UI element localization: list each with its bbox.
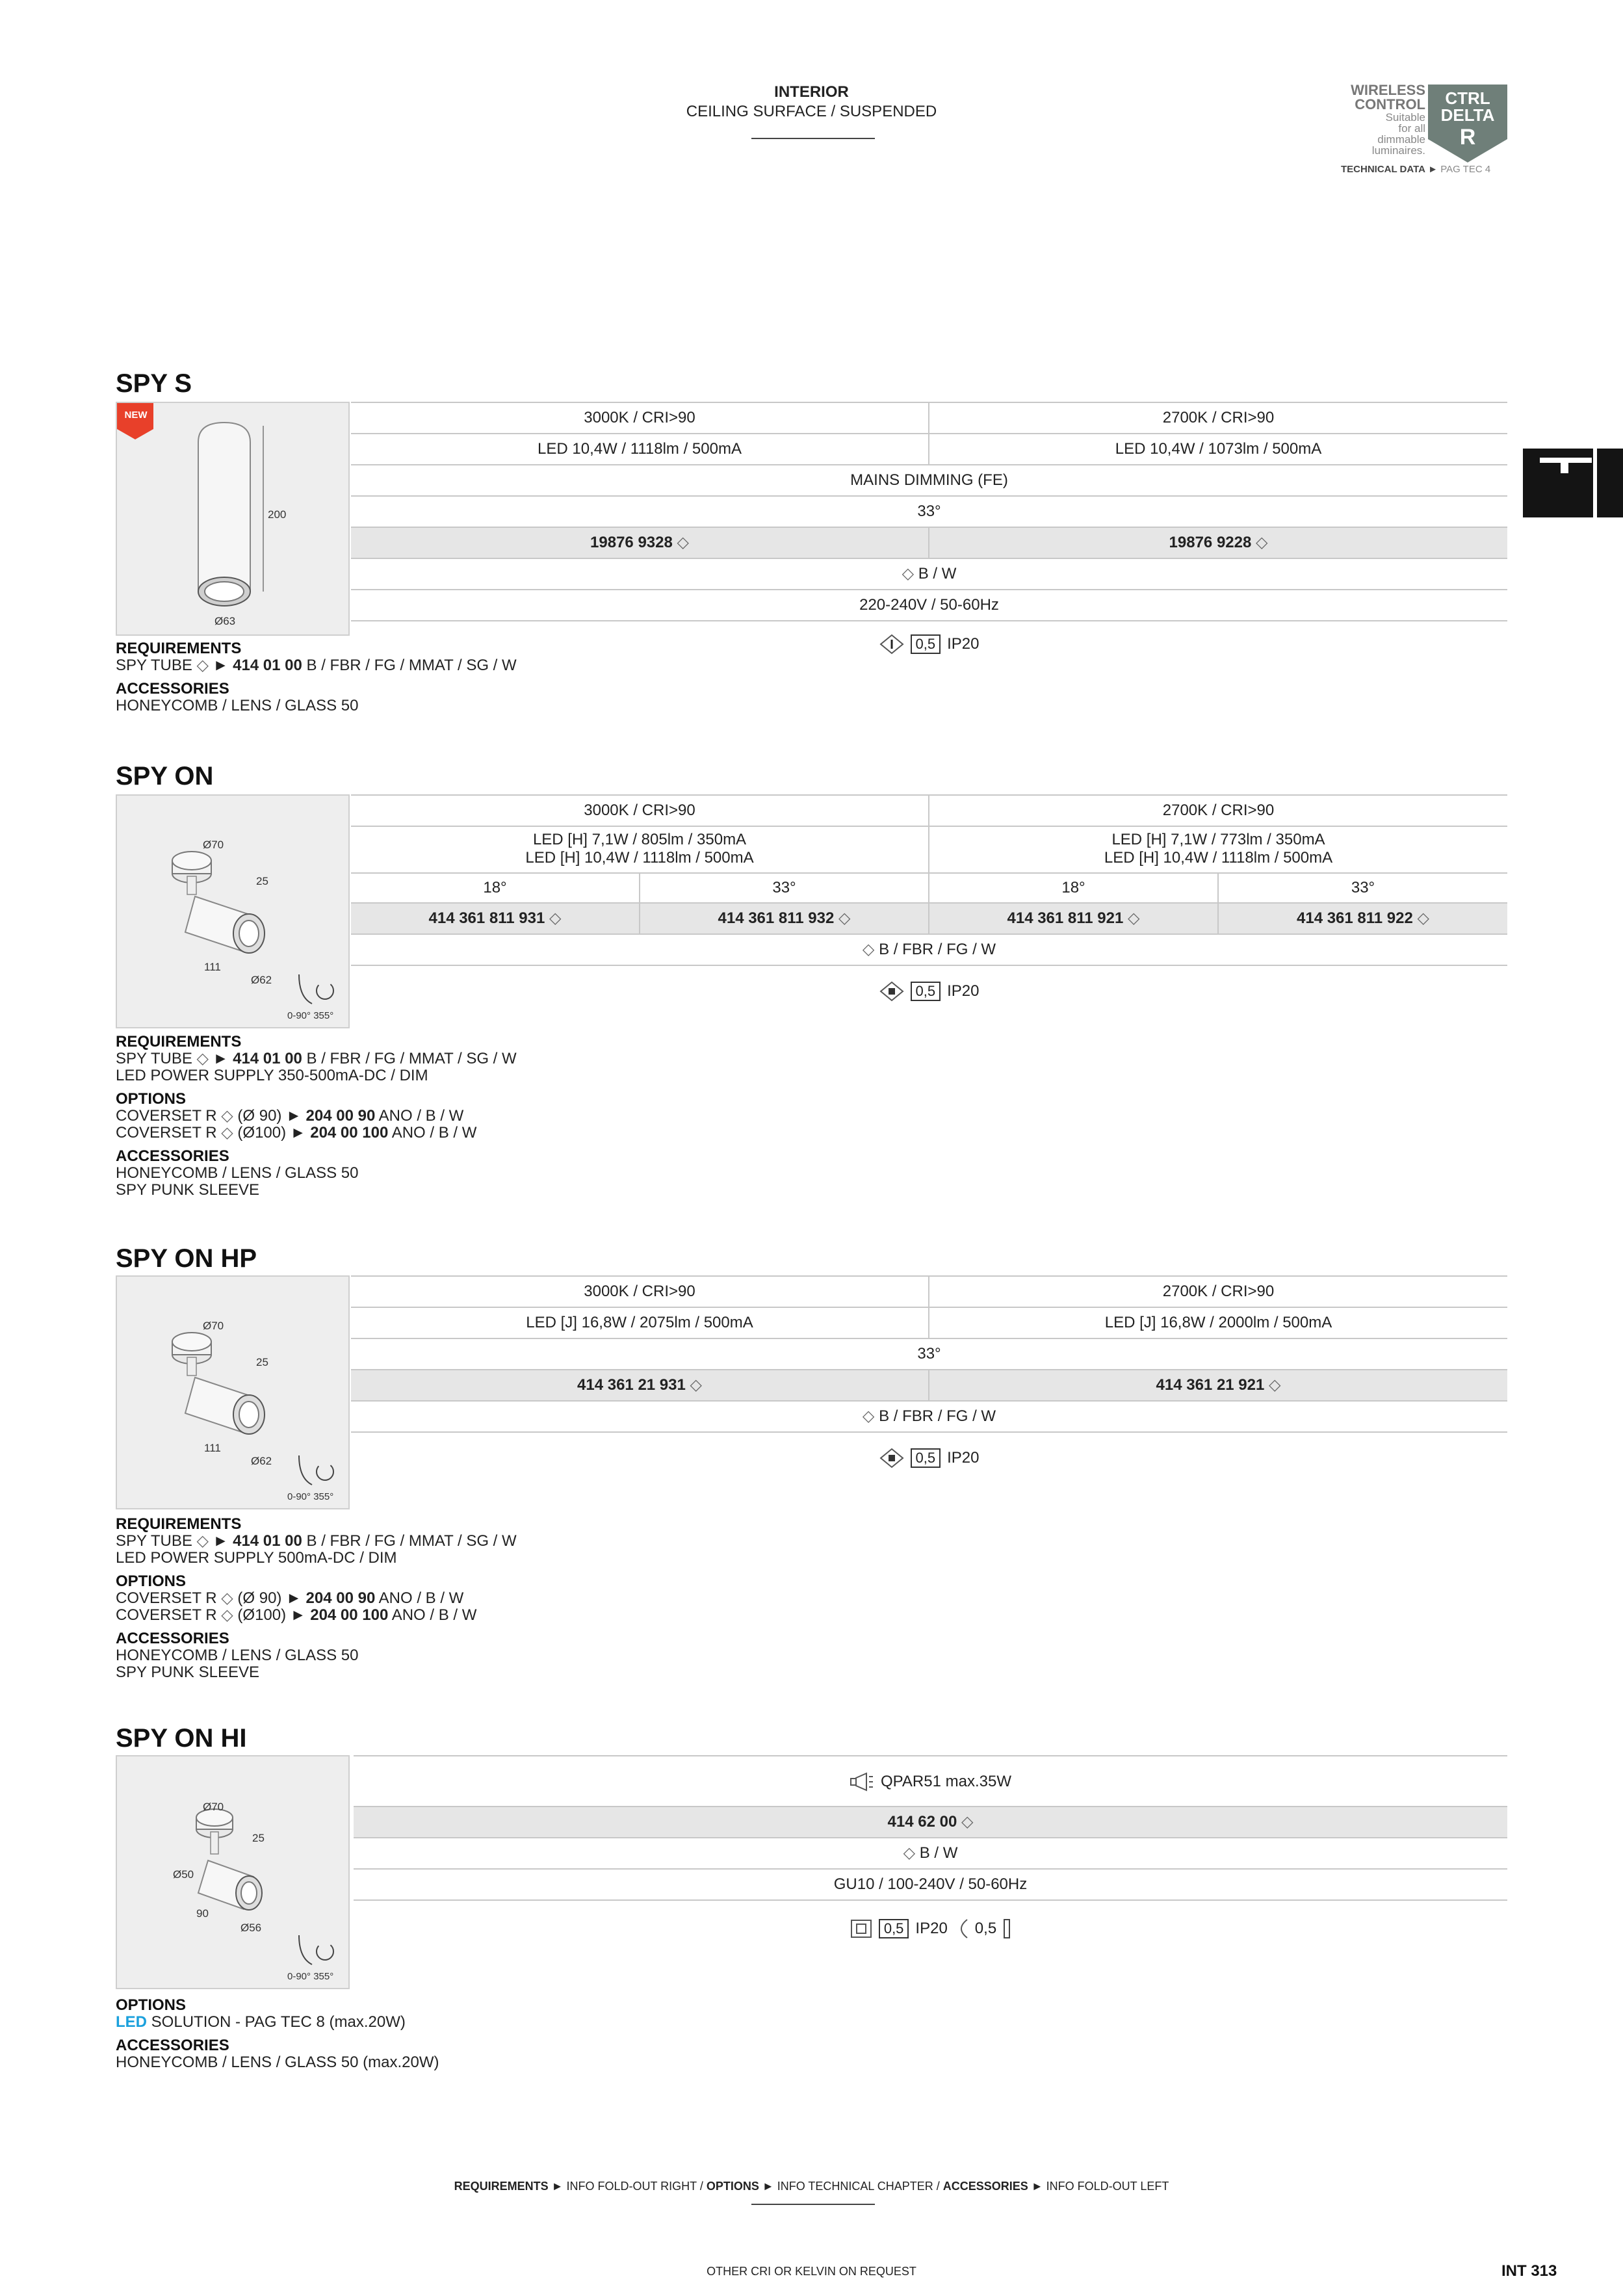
ratings-row — [354, 1914, 1507, 1944]
option-item — [116, 1590, 463, 1607]
finish-text: B / W — [918, 565, 957, 582]
dimming-type: MAINS DIMMING (FE) — [850, 471, 1008, 489]
distance-box: 0,5 — [911, 982, 941, 1001]
footer-acc: ACCESSORIES — [942, 2180, 1028, 2193]
led-line: LED [H] 10,4W / 1118lm / 500mA — [525, 849, 754, 867]
diamond-icon: ◇ — [838, 909, 851, 927]
product-drawing-spy-on — [116, 794, 350, 1028]
accessory-item: SPY PUNK SLEEVE — [116, 1181, 259, 1199]
diamond-icon: ◇ — [1128, 909, 1140, 927]
wireless-control-label — [1336, 83, 1425, 156]
req-finish: B / FBR / FG / MMAT / SG / W — [306, 657, 517, 674]
requirement-item — [116, 1050, 517, 1067]
rotation-spec: 0-90° 355° — [287, 1971, 334, 1982]
code-text: 19876 9328 — [590, 534, 673, 551]
requirements-label: REQUIREMENTS — [116, 640, 242, 657]
accessories-label: ACCESSORIES — [116, 2037, 229, 2054]
footer-divider — [751, 2204, 875, 2205]
code-text: 414 361 811 922 — [1297, 909, 1413, 927]
cct-2700k: 2700K / CRI>90 — [1162, 1283, 1275, 1300]
suitable-text-2: for all — [1398, 122, 1425, 135]
diamond-icon: ◇ — [221, 1606, 233, 1624]
cct-3000k: 3000K / CRI>90 — [584, 1283, 695, 1300]
arrow-icon: ► — [286, 1107, 302, 1125]
footer-req: REQUIREMENTS — [454, 2180, 549, 2193]
diamond-icon: ◇ — [1256, 534, 1268, 551]
beam-angle: 33° — [917, 1345, 941, 1363]
product-title-spy-s: SPY S — [116, 369, 192, 398]
product-code[interactable] — [351, 904, 639, 933]
footer-opt: OPTIONS — [706, 2180, 759, 2193]
dim-diameter: Ø63 — [214, 615, 236, 627]
product-title-spy-on-hp: SPY ON HP — [116, 1244, 257, 1273]
cct-3000k: 3000K / CRI>90 — [584, 802, 695, 819]
dim-25: 25 — [256, 875, 268, 887]
opt-size: (Ø100) — [237, 1124, 287, 1141]
diamond-icon: ◇ — [221, 1124, 233, 1141]
distance-arc-icon — [954, 1918, 968, 1939]
arrow-icon: ► — [213, 1050, 229, 1067]
tab-glyph-icon — [1540, 458, 1592, 463]
option-item — [116, 1607, 476, 1624]
diamond-icon: ◇ — [1269, 1376, 1281, 1394]
table-line — [351, 1431, 1507, 1433]
lamp-spec — [354, 1766, 1507, 1798]
product-code[interactable] — [929, 1370, 1507, 1400]
header-divider — [751, 138, 875, 139]
req-name: SPY TUBE — [116, 1532, 192, 1550]
table-line — [351, 620, 1507, 621]
beam-angle: 18° — [1061, 879, 1085, 896]
led-spec-2700k: LED [J] 16,8W / 2000lm / 500mA — [1104, 1314, 1332, 1331]
led-spec-3000k: LED 10,4W / 1118lm / 500mA — [538, 440, 742, 458]
dim-25: 25 — [252, 1832, 265, 1844]
finish-options — [351, 935, 1507, 965]
accessories-label: ACCESSORIES — [116, 1147, 229, 1165]
dim-62: Ø62 — [251, 1455, 272, 1467]
diamond-icon: ◇ — [549, 909, 562, 927]
table-line — [351, 965, 1507, 966]
diamond-icon: ◇ — [677, 534, 689, 551]
product-drawing-spy-on-hp — [116, 1275, 350, 1509]
spy-on-hp-drawing — [117, 1277, 348, 1508]
beam-angle: 18° — [483, 879, 507, 896]
product-code[interactable] — [929, 904, 1217, 933]
badge-delta: DELTA — [1440, 105, 1495, 125]
ip-rating: IP20 — [947, 635, 980, 653]
new-tag: NEW — [124, 410, 148, 421]
diamond-icon: ◇ — [221, 1589, 233, 1607]
requirement-item — [116, 1533, 517, 1550]
code-text: 414 62 00 — [887, 1813, 957, 1831]
rotation-spec: 0-90° 355° — [287, 1010, 334, 1021]
footer-acc-text: INFO FOLD-OUT LEFT — [1046, 2180, 1169, 2193]
finish-text: B / FBR / FG / W — [879, 941, 996, 958]
ip-rating: IP20 — [947, 982, 980, 1000]
opt-finish: ANO / B / W — [378, 1589, 464, 1607]
rotation-spec: 0-90° 355° — [287, 1491, 334, 1502]
wall-icon — [1003, 1918, 1011, 1939]
product-title-spy-on: SPY ON — [116, 762, 214, 790]
opt-finish: ANO / B / W — [391, 1606, 477, 1624]
voltage: 220-240V / 50-60Hz — [859, 596, 999, 614]
footer-note: OTHER CRI OR KELVIN ON REQUEST — [707, 2265, 916, 2278]
ratings-row — [351, 1443, 1507, 1473]
diamond-icon: ◇ — [196, 1532, 209, 1550]
ratings-row — [351, 976, 1507, 1006]
arrow-icon: ► — [551, 2180, 564, 2193]
class-insulation-icon — [879, 981, 904, 1002]
opt-text: SOLUTION - PAG TEC 8 (max.20W) — [151, 2013, 406, 2031]
dim-25: 25 — [256, 1356, 268, 1368]
opt-finish: ANO / B / W — [378, 1107, 464, 1125]
dim-height: 200 — [268, 508, 287, 521]
diamond-icon: ◇ — [690, 1376, 702, 1394]
requirements-label: REQUIREMENTS — [116, 1033, 242, 1050]
opt-code: 204 00 100 — [310, 1124, 389, 1141]
opt-code: 204 00 90 — [305, 1589, 376, 1607]
diamond-icon: ◇ — [196, 657, 209, 674]
req-finish: B / FBR / FG / MMAT / SG / W — [306, 1050, 517, 1067]
dim-111: 111 — [204, 1442, 221, 1454]
code-text: 19876 9228 — [1169, 534, 1252, 551]
req-name: SPY TUBE — [116, 657, 192, 674]
lamp-text: QPAR51 max.35W — [881, 1773, 1011, 1790]
badge-ctrl: CTRL — [1445, 88, 1490, 108]
product-code[interactable] — [354, 1807, 1507, 1837]
opt-size: (Ø 90) — [237, 1589, 282, 1607]
diamond-icon: ◇ — [1417, 909, 1429, 927]
finish-options — [351, 559, 1507, 589]
tab-divider — [1593, 449, 1597, 517]
table-line — [354, 1755, 1507, 1756]
table-line — [354, 1899, 1507, 1901]
accessory-item: HONEYCOMB / LENS / GLASS 50 (max.20W) — [116, 2054, 439, 2071]
new-tag-icon — [117, 403, 153, 439]
accessory-item: SPY PUNK SLEEVE — [116, 1663, 259, 1681]
arrow-icon: ► — [290, 1606, 306, 1624]
arrow-icon: ► — [286, 1589, 302, 1607]
code-text: 414 361 811 932 — [718, 909, 835, 927]
spy-on-hi-drawing — [117, 1756, 348, 1988]
product-drawing-spy-s — [116, 402, 350, 636]
opt-name: COVERSET R — [116, 1124, 217, 1141]
req-name: SPY TUBE — [116, 1050, 192, 1067]
spy-on-drawing — [117, 796, 348, 1027]
tech-ref: PAG TEC 4 — [1440, 164, 1491, 175]
footer-legend — [0, 2180, 1623, 2193]
opt-name: COVERSET R — [116, 1606, 217, 1624]
badge-r: R — [1459, 125, 1476, 150]
options-label: OPTIONS — [116, 1572, 187, 1590]
opt-code: 204 00 90 — [305, 1107, 376, 1125]
diamond-icon: ◇ — [862, 1407, 875, 1425]
diamond-icon: ◇ — [903, 1844, 916, 1862]
dim-90: 90 — [196, 1907, 209, 1920]
diamond-icon: ◇ — [196, 1050, 209, 1067]
beam-angle: 33° — [917, 502, 941, 520]
cct-2700k: 2700K / CRI>90 — [1162, 409, 1275, 426]
control-text: CONTROL — [1355, 96, 1425, 112]
product-code[interactable] — [1219, 904, 1507, 933]
suitable-text: Suitable — [1385, 111, 1425, 124]
diamond-icon: ◇ — [961, 1813, 974, 1831]
requirement-item: LED POWER SUPPLY 350-500mA-DC / DIM — [116, 1067, 428, 1084]
dim-62: Ø62 — [251, 974, 272, 986]
ip-rating: IP20 — [915, 1920, 948, 1937]
ctrl-delta-badge — [1428, 85, 1507, 163]
suitable-text-3: dimmable — [1377, 133, 1425, 146]
wireless-text: WIRELESS — [1351, 82, 1425, 98]
opt-finish: ANO / B / W — [391, 1124, 477, 1141]
page-subcategory: CEILING SURFACE / SUSPENDED — [686, 103, 937, 120]
opt-name: COVERSET R — [116, 1589, 217, 1607]
beam-angle: 33° — [1351, 879, 1375, 896]
led-highlight: LED — [116, 2013, 147, 2031]
option-item — [116, 1125, 476, 1141]
lamp-icon — [850, 1771, 874, 1792]
footer-req-text: INFO FOLD-OUT RIGHT / — [566, 2180, 703, 2193]
page-number: INT 313 — [1501, 2262, 1557, 2280]
code-text: 414 361 21 921 — [1156, 1376, 1265, 1394]
option-item — [116, 1108, 463, 1125]
led-line: LED [H] 7,1W / 805lm / 350mA — [532, 831, 747, 848]
class-insulation-icon — [879, 1448, 904, 1468]
dim-50: Ø50 — [173, 1868, 194, 1881]
section-tab — [1523, 449, 1623, 517]
req-code: 414 01 00 — [233, 657, 302, 674]
distance-box: 0,5 — [879, 1919, 909, 1938]
arrow-icon: ► — [213, 657, 229, 674]
page-category: INTERIOR — [774, 83, 849, 101]
ratings-row — [351, 629, 1507, 659]
dim-top: Ø70 — [203, 1801, 224, 1813]
accessories-label: ACCESSORIES — [116, 1630, 229, 1647]
opt-code: 204 00 100 — [310, 1606, 389, 1624]
distance-box: 0,5 — [911, 634, 941, 654]
product-code[interactable] — [351, 528, 928, 558]
led-line: LED [H] 10,4W / 1118lm / 500mA — [1104, 849, 1333, 867]
arrow-icon: ► — [290, 1124, 306, 1141]
product-code[interactable] — [640, 904, 928, 933]
dim-top: Ø70 — [203, 1320, 224, 1332]
arrow-icon: ► — [1428, 164, 1438, 175]
req-code: 414 01 00 — [233, 1050, 302, 1067]
technical-data-ref — [1341, 164, 1490, 175]
req-finish: B / FBR / FG / MMAT / SG / W — [306, 1532, 517, 1550]
diamond-icon: ◇ — [862, 941, 875, 958]
requirement-item: LED POWER SUPPLY 500mA-DC / DIM — [116, 1549, 397, 1567]
led-spec-2700k: LED 10,4W / 1073lm / 500mA — [1115, 440, 1322, 458]
diamond-icon: ◇ — [902, 565, 915, 582]
req-code: 414 01 00 — [233, 1532, 302, 1550]
options-label: OPTIONS — [116, 1090, 187, 1108]
tab-glyph-stem — [1561, 463, 1568, 473]
beam-angle: 33° — [772, 879, 796, 896]
accessories-label: ACCESSORIES — [116, 680, 229, 698]
dim-111: 111 — [204, 961, 221, 973]
code-text: 414 361 811 931 — [428, 909, 545, 927]
product-drawing-spy-on-hi — [116, 1755, 350, 1989]
opt-size: (Ø 90) — [237, 1107, 282, 1125]
diamond-icon: ◇ — [221, 1107, 233, 1125]
distance-2: 0,5 — [974, 1920, 997, 1937]
arrow-icon: ► — [213, 1532, 229, 1550]
opt-size: (Ø100) — [237, 1606, 287, 1624]
footer-opt-text: INFO TECHNICAL CHAPTER / — [777, 2180, 940, 2193]
distance-box: 0,5 — [911, 1448, 941, 1468]
finish-text: B / FBR / FG / W — [879, 1407, 996, 1425]
cct-3000k: 3000K / CRI>90 — [584, 409, 695, 426]
product-code[interactable] — [351, 1370, 928, 1400]
dim-top: Ø70 — [203, 839, 224, 851]
finish-options — [351, 1402, 1507, 1431]
options-label: OPTIONS — [116, 1996, 187, 2014]
code-text: 414 361 21 931 — [577, 1376, 686, 1394]
requirements-label: REQUIREMENTS — [116, 1515, 242, 1533]
suitable-text-4: luminaires. — [1371, 144, 1425, 157]
arrow-icon: ► — [1031, 2180, 1043, 2193]
led-spec-3000k — [351, 828, 928, 870]
cct-2700k: 2700K / CRI>90 — [1162, 802, 1275, 819]
led-line: LED [H] 7,1W / 773lm / 350mA — [1111, 831, 1325, 848]
led-spec-3000k: LED [J] 16,8W / 2075lm / 500mA — [526, 1314, 753, 1331]
requirement-item — [116, 657, 517, 674]
dim-56: Ø56 — [240, 1922, 262, 1934]
table-line — [351, 826, 1507, 827]
accessory-item: HONEYCOMB / LENS / GLASS 50 — [116, 1647, 359, 1664]
code-text: 414 361 811 921 — [1007, 909, 1124, 927]
ip-rating: IP20 — [947, 1449, 980, 1467]
option-item — [116, 2014, 406, 2031]
finish-text: B / W — [919, 1844, 958, 1862]
accessory-item: HONEYCOMB / LENS / GLASS 50 — [116, 1164, 359, 1182]
tech-label: TECHNICAL DATA — [1341, 164, 1425, 175]
arrow-icon: ► — [762, 2180, 774, 2193]
accessory-item: HONEYCOMB / LENS / GLASS 50 — [116, 697, 359, 714]
product-code[interactable] — [929, 528, 1507, 558]
finish-options — [354, 1838, 1507, 1868]
class-square-icon — [850, 1919, 872, 1938]
class-insulation-icon — [879, 634, 904, 655]
opt-name: COVERSET R — [116, 1107, 217, 1125]
led-spec-2700k — [929, 828, 1507, 870]
product-title-spy-on-hi: SPY ON HI — [116, 1724, 247, 1753]
voltage: GU10 / 100-240V / 50-60Hz — [833, 1875, 1028, 1893]
